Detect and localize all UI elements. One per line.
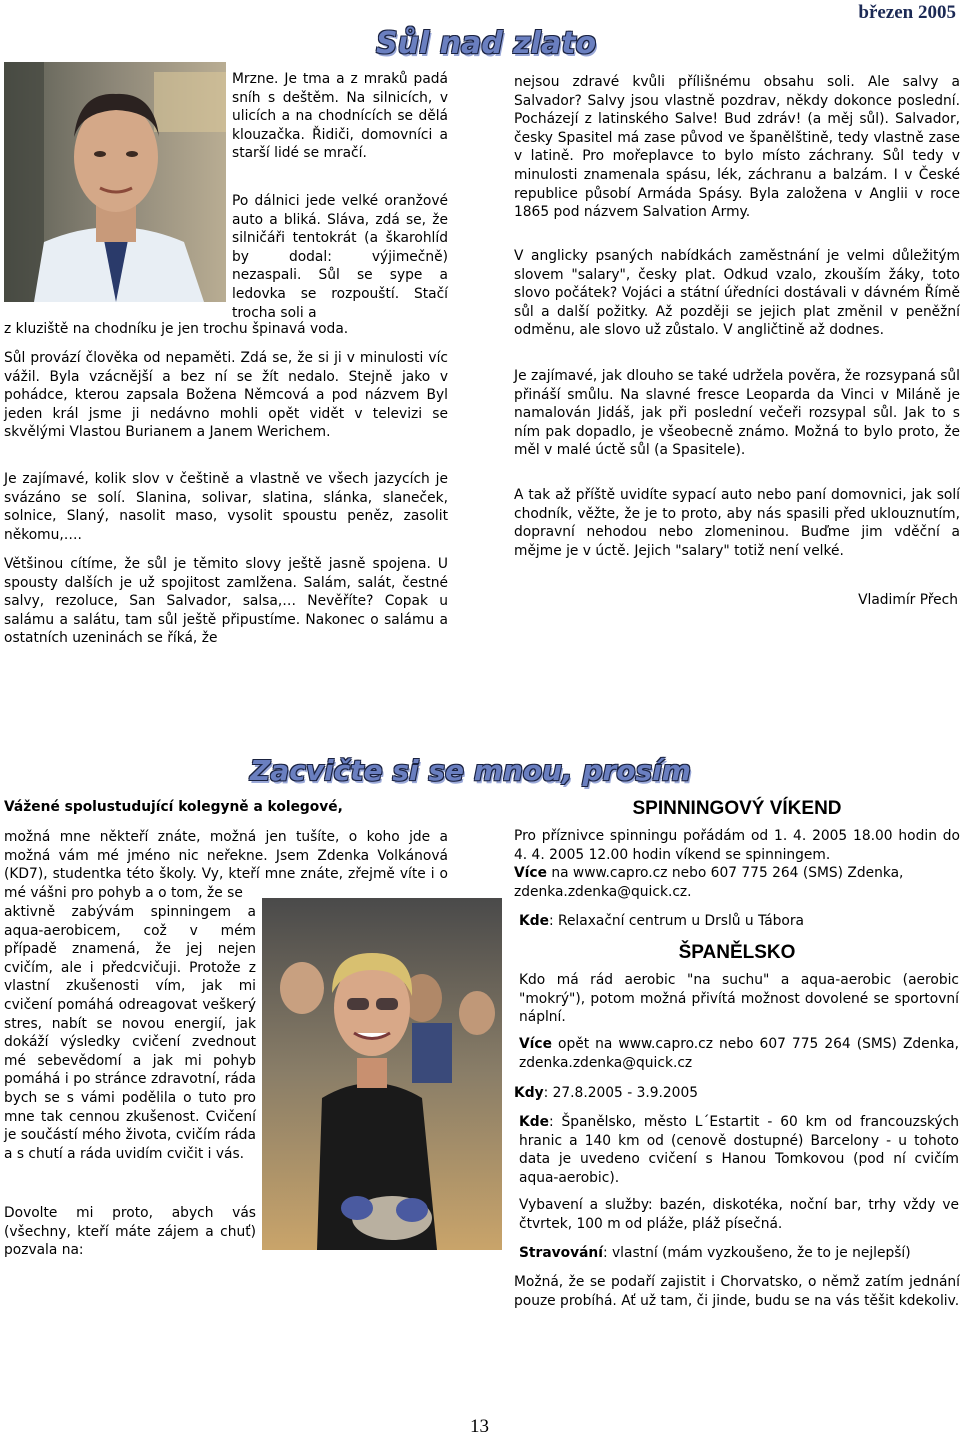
event-more-info [519,1035,959,1072]
event-description: Kdo má rád aerobic "na suchu" a aqua-aerobic (aerobic "mokrý"), potom možná přivítá možnost dovolené se sportovní náplní. [519,972,959,1026]
event-location [519,1113,959,1187]
article-paragraph: Je zajímavé, jak dlouho se také udržela pověra, že rozsypaná sůl přináší smůlu. Na slavné fresce Leoparda da Vinci v Miláně je namalován Jidáš, jak při poslední večeři rozsypal sůl. Jak to s ním pak dopadlo, je všeobecně známo. Možná to bylo proto, že měl v malé úctě sůl (a Spasitele). [514,368,960,459]
section-title: Zacvičte si se mnou, prosím [250,754,691,787]
more-label: Více [514,865,547,881]
event-description: Pro příznivce spinningu pořádám od 1. 4. 2005 18.00 hodin do 4. 4. 2005 12.00 hodin víkend se spinningem. [514,828,960,863]
where-label: Kde [519,1114,549,1130]
article-paragraph: Mrzne. Je tma a z mraků padá sníh s deštěm. Na silnicích, v ulicích a na chodnících se dělá klouzačka. Řidiči, domovníci a starší lidé se mračí. [232,71,448,162]
where-label: Kde [519,913,549,929]
article-paragraph: V anglicky psaných nabídkách zaměstnání je velmi důležitým slovem "salary", česky plat. Odkud vzalo, zkouším žáky, toto slovo počátek? Vojáci a státní úředníci dostávali v dávném Římě sůl a další požitky. Až později se jejich plat změnil v peněžní odměnu, ale slovo už zůstalo. V angličtině až dodnes. [514,248,960,339]
issue-date: březen 2005 [858,2,956,23]
more-label: Více [519,1036,552,1052]
article-paragraph: nejsou zdravé kvůli přílišnému obsahu soli. Ale salvy a Salvador? Salvy jsou vlastně pozdrav, někdy dokonce poslední. Pocházejí z latinského Salve! Bud zdráv! (a měj sůl). Salvador, česky Spasitel má zase původ ve španělštině, tedy vlastně zase v latině. Pro mořeplavce to bylo místo záchrany. Sůl tedy v minulosti znamenala spásu, lék, záchranu a balzám. I v České republice působí Armáda Spásy. Byla založena v Anglii v roce 1865 pod názvem Salvation Army. [514,74,960,221]
event-more-info [514,864,960,901]
event-heading-spinning: SPINNINGOVÝ VÍKEND [632,798,842,819]
when-label: Kdy [514,1085,544,1101]
event-heading-spain: ŠPANĚLSKO [678,942,796,963]
author-portrait-photo [4,62,226,302]
event-date [514,1084,960,1103]
where-text: : Španělsko, město L´Estartit - 60 km od francouzských hranic a 140 km od (cenově dostupné) Barcelony - u tohoto data je uvedeno cvičení s Hanou Tomkovou (pod ní cvičím aqua-aerobic). [519,1114,959,1186]
more-text: opět na www.capro.cz nebo 607 775 264 (SMS) Zdenka, zdenka.zdenka@quick.cz [519,1036,959,1071]
article-paragraph: z kluziště na chodníku je jen trochu špinavá voda. [4,321,349,337]
article-paragraph: aktivně zabývám spinningem a aqua-aerobicem, což v mém případě znamená, že jej nejen cvičím, ale i předcvičuji. Protože z vlastní zkušenosti vím, jak mi cvičení pomáhá odreagovat veškerý stres, nabít se novou energií, jak dokáží výsledky cvičení zvednout mé sebevědomí a jak mi pohyb pomáhá i po stránce zdravotní, ráda bych se s vámi podělila o tuto pro mne tak cennou zkušenost. Cvičení je součástí mého života, cvičím ráda a s chutí a ráda uvidím cvičit i vás. [4,904,256,1162]
article-title: Sůl nad zlato [376,26,597,61]
event-services: Vybavení a služby: bazén, diskotéka, noční bar, trhy vždy ve čtvrtek, 100 m od pláže, pláž písečná. [519,1197,959,1232]
page-number: 13 [470,1416,489,1437]
article-paragraph: Většinou cítíme, že sůl je těmito slovy ještě jasně spojena. U spousty dalších je už spojitost zamlžena. Salám, salát, čestné salvy, rezoluce, San Salvador, salsa,… Nevěříte? Copak u salámu a salátu, tam sůl ještě připustíme. Nakonec o salámu a ostatních uzeninách se říká, že [4,556,448,647]
greeting: Vážené spolustudující kolegyně a kolegové, [4,799,343,815]
article-paragraph: Po dálnici jede velké oranžové auto a bliká. Sláva, zdá se, že silničáři tentokrát (a škarohlíd by dodal: výjimečně) nezaspali. Sůl se sype a ledovka se rozpouští. Stačí trocha soli a [232,193,448,321]
article-paragraph: Možná, že se podaří zajistit i Chorvatsko, o němž zatím jednání pouze probíhá. Ať už tam, či jinde, budu se na vás těšit kdekoliv. [514,1274,960,1309]
article-paragraph: A tak až příště uvidíte sypací auto nebo paní domovnici, jak solí chodník, věžte, že je to proto, aby nás spasili před uklouznutím, dopravní nehodou nebo zlomeninou. Buďme jim vděční a mějme je v úctě. Jejich "salary" totiž není velké. [514,487,960,559]
board-label: Stravování [519,1245,603,1261]
when-text: : 27.8.2005 - 3.9.2005 [543,1085,699,1101]
article-paragraph: Sůl provází člověka od nepaměti. Zdá se, že si ji v minulosti víc vážil. Byla vzácnější a bez ní se žít nedalo. Stejně jako v pohádce, kterou zapsala Božena Němcová a pod názvem Byl jeden král jsme ji nedávno mohli opět vidět v televizi se skvělými Vlastou Burianem a Janem Werichem. [4,350,448,441]
event-location [519,912,959,931]
event-board [519,1244,959,1263]
where-text: : Relaxační centrum u Drslů u Tábora [548,913,804,929]
author-signature: Vladimír Přech [858,592,958,608]
article-paragraph: Je zajímavé, kolik slov v češtině a vlastně ve všech jazycích je svázáno se solí. Slanina, solivar, slatina, slánka, slaneček, solnice, Slaný, nasolit maso, vysolit spoustu peněz, zasolit někomu,…. [4,471,448,543]
board-text: : vlastní (mám vyzkoušeno, že to je nejlepší) [602,1245,911,1261]
article-paragraph: možná mne někteří znáte, možná jen tušíte, o koho jde a možná vám mé jméno nic neřekne. Jsem Zdenka Volkánová (KD7), studentka této školy. Vy, kteří mne znáte, zřejmě víte i o mé vášni pro pohyb a o tom, že se [4,829,448,901]
instructor-spinning-photo [262,898,502,1250]
more-text: na www.capro.cz nebo 607 775 264 (SMS) Zdenka, zdenka.zdenka@quick.cz. [514,865,904,900]
article-paragraph: Dovolte mi proto, abych vás (všechny, kteří máte zájem a chuť) pozvala na: [4,1205,256,1259]
